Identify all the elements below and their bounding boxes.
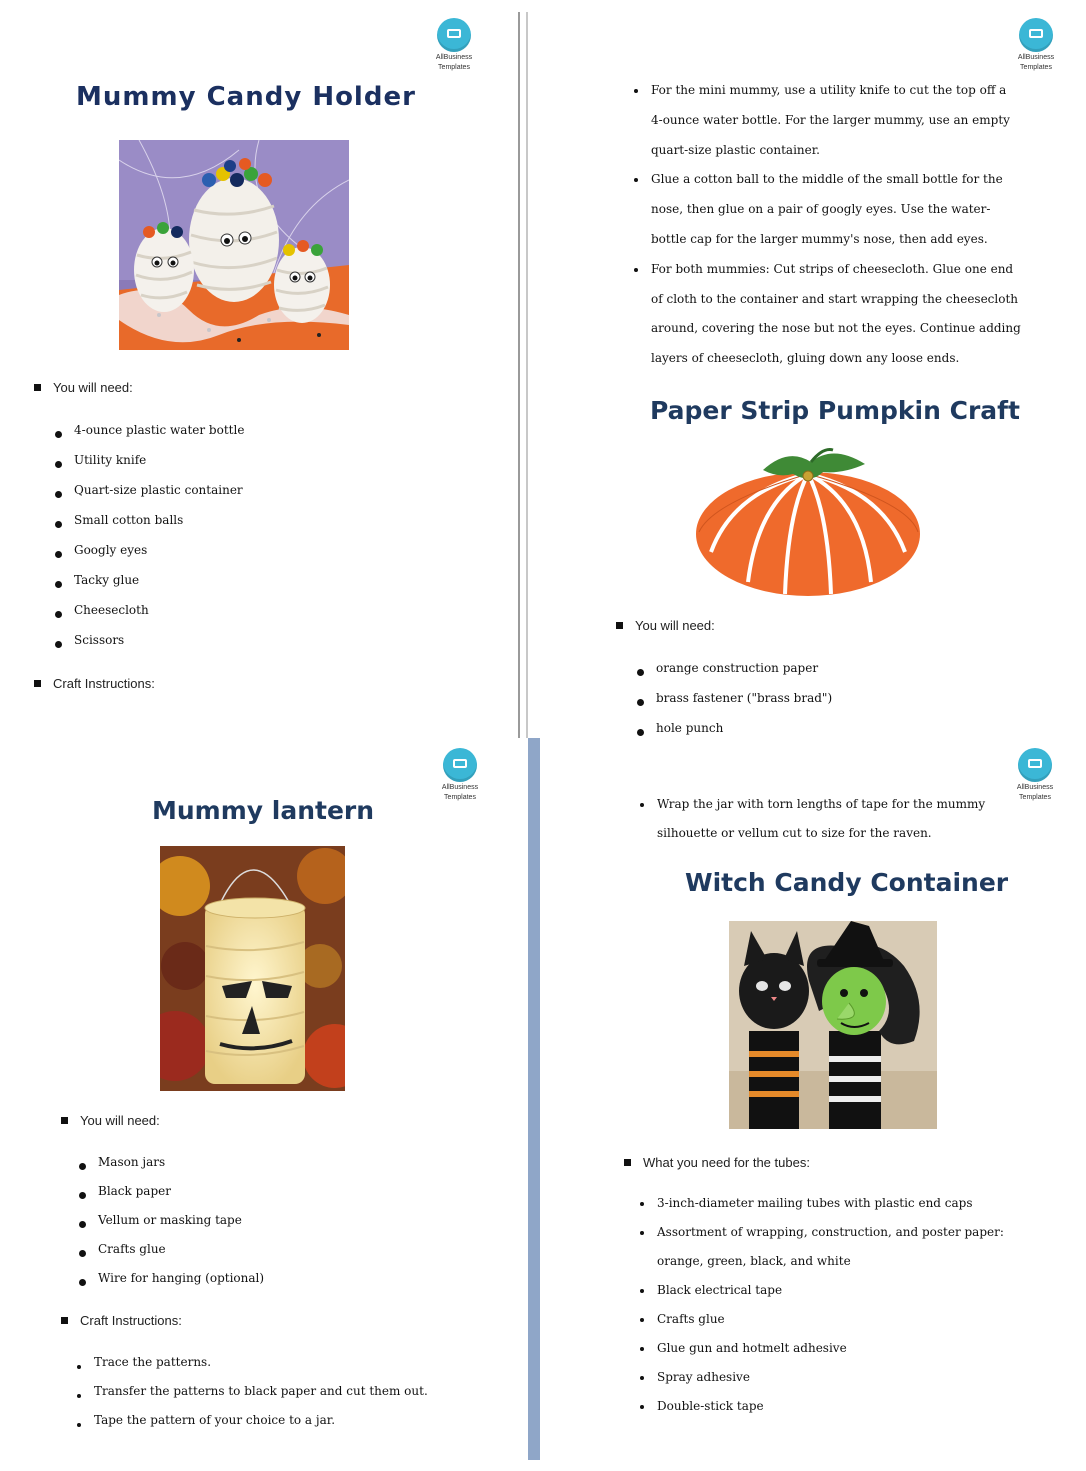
list-item: 3-inch-diameter mailing tubes with plastic end caps [657,1189,1037,1218]
list-item: For both mummies: Cut strips of cheesecloth. Glue one end of cloth to the container and start wrapping the cheesecloth around, covering the nose but not the eyes. Continue adding layers of cheesecloth, gluing down any loose ends. [651,255,1021,374]
allbusiness-logo [1006,18,1066,72]
list-item: Vellum or masking tape [98,1210,264,1239]
lantern-instructions [657,790,1017,848]
list-item: Googly eyes [74,540,244,570]
list-item: Tape the pattern of your choice to a jar. [94,1410,428,1439]
mummy-candy-holder-photo [119,140,349,350]
page-title: Mummy Candy Holder [76,82,416,112]
logo-text-1: AllBusiness [435,54,473,61]
list-item: Glue a cotton ball to the middle of the small bottle for the nose, then glue on a pair of googly eyes. Use the water-bottle cap for the larger mummy's nose, then add eyes. [651,165,1021,254]
list-item: Cheesecloth [74,600,244,630]
list-item: Glue gun and hotmelt adhesive [657,1334,1037,1363]
supplies-list [98,1152,264,1297]
logo-text-1: AllBusiness [1017,54,1055,61]
list-item: Scissors [74,630,244,660]
page-divider [518,12,528,738]
instructions-heading: Craft Instructions: [61,1313,182,1328]
list-item: orange construction paper [656,658,832,688]
section-title: Paper Strip Pumpkin Craft [650,396,1020,425]
list-item: brass fastener ("brass brad") [656,688,832,718]
list-item: For the mini mummy, use a utility knife to cut the top off a 4-ounce water bottle. For the larger mummy, use an empty quart-size plastic container. [651,76,1021,165]
laptop-icon [443,748,477,782]
mummy-instructions [651,76,1021,374]
page-mummy-lantern [6,738,528,1460]
list-item: Crafts glue [98,1239,264,1268]
need-heading: What you need for the tubes: [624,1155,810,1170]
list-item: 4-ounce plastic water bottle [74,420,244,450]
list-item: Spray adhesive [657,1363,1037,1392]
allbusiness-logo [430,748,490,802]
need-heading: You will need: [34,380,133,395]
page-divider [528,738,540,1460]
list-item: Wire for hanging (optional) [98,1268,264,1297]
list-item: Small cotton balls [74,510,244,540]
logo-text-2: Templates [1020,64,1052,71]
tube-supplies-list [657,1189,1037,1421]
need-heading: You will need: [61,1113,160,1128]
list-item: Double-stick tape [657,1392,1037,1421]
need-heading: You will need: [616,618,715,633]
laptop-icon [437,18,471,52]
list-item: Quart-size plastic container [74,480,244,510]
list-item: Wrap the jar with torn lengths of tape for the mummy silhouette or vellum cut to size for the raven. [657,790,1017,848]
list-item: Utility knife [74,450,244,480]
witch-candy-photo [729,921,937,1129]
list-item: Transfer the patterns to black paper and cut them out. [94,1381,428,1410]
list-item: hole punch [656,718,832,736]
list-item: Tacky glue [74,570,244,600]
logo-text-2: Templates [444,794,476,801]
laptop-icon [1019,18,1053,52]
logo-text-2: Templates [438,64,470,71]
mummy-lantern-photo [160,846,345,1091]
logo-text-1: AllBusiness [1016,784,1054,791]
page-title: Mummy lantern [152,796,375,825]
logo-text-2: Templates [1019,794,1051,801]
allbusiness-logo [424,18,484,72]
list-item: Mason jars [98,1152,264,1181]
paper-pumpkin-photo [693,442,923,604]
page-witch-candy-container [540,738,1080,1460]
logo-text-1: AllBusiness [441,784,479,791]
list-item: Assortment of wrapping, construction, and poster paper: orange, green, black, and white [657,1218,1037,1276]
list-item: Trace the patterns. [94,1352,428,1381]
instructions-list [94,1352,428,1439]
list-item: Black electrical tape [657,1276,1037,1305]
supplies-list [74,420,244,660]
list-item: Black paper [98,1181,264,1210]
section-title: Witch Candy Container [685,868,1009,897]
page-pumpkin-craft [528,6,1080,736]
page-mummy-candy-holder [6,6,518,736]
instructions-heading: Craft Instructions: [34,676,155,691]
supplies-list [656,658,832,736]
list-item: Crafts glue [657,1305,1037,1334]
laptop-icon [1018,748,1052,782]
